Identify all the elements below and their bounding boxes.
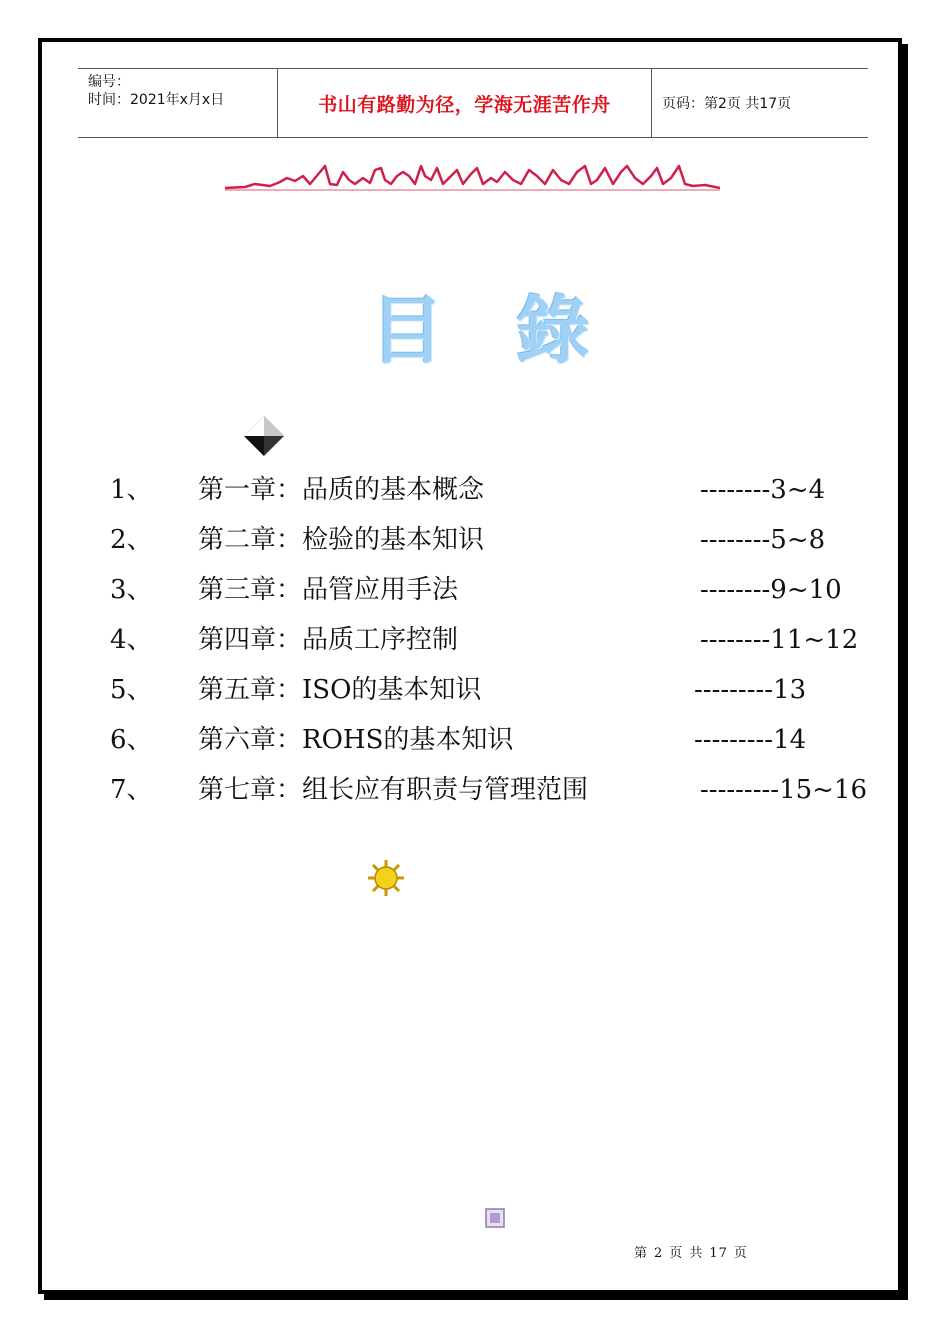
toc-row (110, 618, 890, 668)
header-meta (78, 69, 278, 137)
toc-chapter-title: 第二章：检验的基本知识 (198, 525, 485, 555)
toc-row (110, 468, 890, 518)
toc-number: 3、 (110, 575, 153, 605)
picture-icon (485, 1208, 505, 1228)
toc-page-range: --------5~8 (700, 525, 826, 555)
toc-row (110, 518, 890, 568)
toc-page-range: ---------14 (694, 725, 807, 755)
header-motto: 书山有路勤为径，学海无涯苦作舟 (278, 69, 652, 137)
toc-page-range: ---------13 (694, 675, 807, 705)
toc-row (110, 668, 890, 718)
time-label: 时间：2021年x月x日 (88, 92, 225, 108)
toc-chapter-title: 第四章：品质工序控制 (198, 625, 459, 655)
toc-row (110, 718, 890, 768)
toc-number: 5、 (110, 675, 153, 705)
toc-chapter-title: 第六章：ROHS的基本知识 (198, 725, 514, 755)
toc-chapter-title: 第七章：组长应有职责与管理范围 (198, 775, 589, 805)
diamond-arrow-icon (242, 414, 286, 458)
skyline-decoration-icon (225, 158, 720, 194)
toc-page-range: --------11~12 (700, 625, 859, 655)
toc-row (110, 568, 890, 618)
footer-total: 17 (709, 1246, 728, 1261)
toc-page-range: --------9~10 (700, 575, 842, 605)
toc-page-range: ---------15~16 (700, 775, 868, 805)
footer-page: 2 (654, 1246, 664, 1261)
toc-chapter-title: 第五章：ISO的基本知识 (198, 675, 482, 705)
code-label: 编号： (88, 74, 130, 90)
toc-number: 7、 (110, 775, 153, 805)
page-header (78, 68, 868, 138)
toc-chapter-title: 第一章：品质的基本概念 (198, 475, 485, 505)
table-of-contents (110, 468, 890, 818)
toc-chapter-title: 第三章：品管应用手法 (198, 575, 459, 605)
toc-number: 2、 (110, 525, 153, 555)
sun-icon (366, 858, 406, 898)
title-char-2: 錄 (516, 288, 590, 374)
toc-page-range: --------3~4 (700, 475, 826, 505)
toc-number: 1、 (110, 475, 153, 505)
title-char-1: 目 (370, 288, 444, 374)
toc-number: 4、 (110, 625, 153, 655)
toc-number: 6、 (110, 725, 153, 755)
toc-row (110, 768, 890, 818)
document-title (370, 286, 590, 376)
header-page-info: 页码：第2页 共17页 (662, 96, 792, 112)
page-footer: 第 2 页 共 17 页 (634, 1246, 748, 1261)
